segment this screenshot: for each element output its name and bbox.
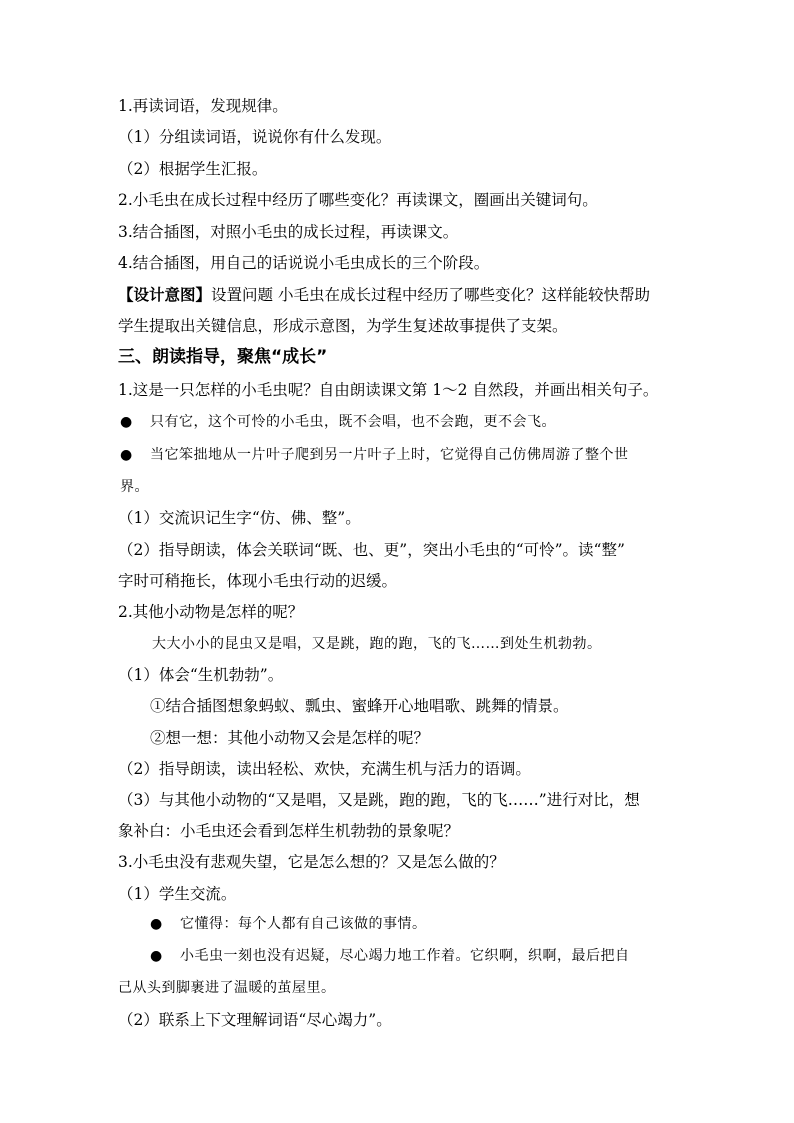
design-intent-line-2: 学生提取出关键信息，形成示意图，为学生复述故事提供了支架。: [118, 317, 568, 335]
step-3: 3.结合插图，对照小毛虫的成长过程，再读课文。: [118, 223, 459, 241]
bullet-icon: ●: [150, 916, 163, 932]
question-2-sub-2: （2）指导朗读，读出轻松、欢快，充满生机与活力的语调。: [118, 760, 531, 778]
quote-1: [120, 412, 556, 432]
step-1-sub-2: （2）根据学生汇报。: [118, 160, 268, 178]
question-2-sub-1: （1）体会“生机勃勃”。: [118, 666, 284, 684]
question-3-sub-2: （2）联系上下文理解词语“尽心竭力”。: [118, 1011, 392, 1029]
step-1-sub-1: （1）分组读词语，说说你有什么发现。: [118, 128, 392, 146]
question-2-sub-1-item-2: ②想一想：其他小动物又会是怎样的呢？: [150, 729, 430, 747]
question-2-sub-1-item-1: ①结合插图想象蚂蚁、瓢虫、蜜蜂开心地唱歌、跳舞的情景。: [150, 697, 569, 715]
quote-5-continued: 己从头到脚裹进了温暖的茧屋里。: [118, 980, 336, 996]
step-1: 1.再读词语，发现规律。: [118, 97, 288, 115]
question-1: 1.这是一只怎样的小毛虫呢？自由朗读课文第 1～2 自然段，并画出相关句子。: [118, 381, 659, 399]
question-3-sub-1: （1）学生交流。: [118, 885, 237, 903]
section-heading: 三、朗读指导，聚焦“成长”: [118, 347, 328, 367]
design-intent-line-1: [118, 285, 650, 305]
question-2: 2.其他小动物是怎样的呢？: [118, 603, 304, 621]
question-2-sub-3: （3）与其他小动物的“又是唱，又是跳，跑的跑，飞的飞……”进行对比，想: [118, 791, 640, 809]
quote-4: [150, 914, 427, 934]
bullet-icon: ●: [150, 948, 163, 964]
quote-4-text: 它懂得：每个人都有自己该做的事情。: [180, 916, 427, 932]
question-3: 3.小毛虫没有悲观失望，它是怎么想的？又是怎么做的？: [118, 853, 505, 871]
quote-2-continued: 界。: [120, 479, 149, 495]
design-intent-label: 【设计意图】: [118, 285, 212, 304]
question-1-sub-2: （2）指导朗读，体会关联词“既、也、更”，突出小毛虫的“可怜”。读“整”: [118, 541, 625, 559]
quote-2: [120, 445, 629, 465]
quote-1-text: 只有它，这个可怜的小毛虫，既不会唱，也不会跑，更不会飞。: [150, 414, 556, 430]
bullet-icon: ●: [120, 447, 133, 463]
design-intent-text: 设置问题 小毛虫在成长过程中经历了哪些变化？这样能较快帮助: [211, 286, 650, 304]
bullet-icon: ●: [120, 414, 133, 430]
quote-5: [150, 946, 630, 966]
quote-2-text: 当它笨拙地从一片叶子爬到另一片叶子上时，它觉得自己仿佛周游了整个世: [150, 447, 629, 463]
step-4: 4.结合插图，用自己的话说说小毛虫成长的三个阶段。: [118, 254, 490, 272]
question-1-sub-2-continued: 字时可稍拖长，体现小毛虫行动的迟缓。: [118, 572, 398, 590]
question-2-sub-3-continued: 象补白：小毛虫还会看到怎样生机勃勃的景象呢？: [118, 822, 460, 840]
step-2: 2.小毛虫在成长过程中经历了哪些变化？再读课文，圈画出关键词句。: [118, 191, 598, 209]
question-1-sub-1: （1）交流识记生字“仿、佛、整”。: [118, 509, 361, 527]
quote-5-text: 小毛虫一刻也没有迟疑，尽心竭力地工作着。它织啊，织啊，最后把自: [180, 948, 630, 964]
quote-3: 大大小小的昆虫又是唱，又是跳，跑的跑，飞的飞……到处生机勃勃。: [152, 636, 602, 652]
